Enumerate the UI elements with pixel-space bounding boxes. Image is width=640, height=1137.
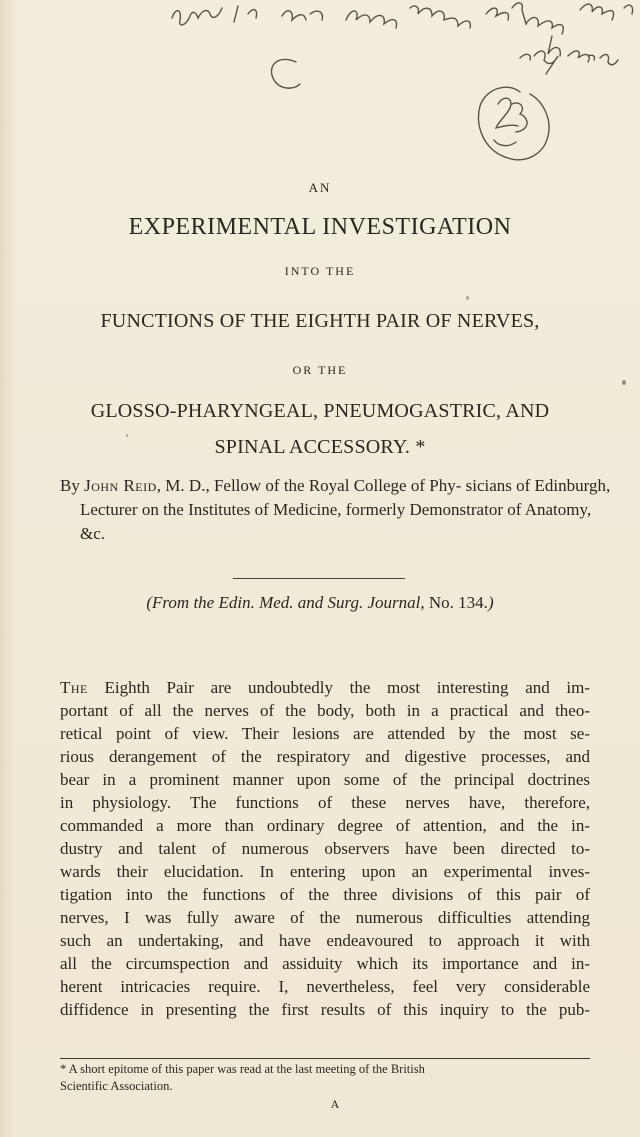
title-line-3: GLOSSO-PHARYNGEAL, PNEUMOGASTRIC, AND <box>90 400 550 422</box>
byline-credentials: , M. D., Fellow of the Royal College of Phy- sicians of Edinburgh, Lecturer on the Institutes of Medicine, formerly Demonstrator of Anatomy, &c. <box>80 476 611 543</box>
body-line: in physiology. The functions of these nerves have, therefore, <box>60 793 590 812</box>
heading-into-the: INTO THE <box>284 264 356 278</box>
handwritten-annotation <box>0 0 640 190</box>
heading-or-the: OR THE <box>292 363 348 377</box>
footnote-line-1: * A short epitome of this paper was read at the last meeting of the British <box>60 1062 425 1076</box>
paper-speck <box>466 296 469 300</box>
title-line-2: FUNCTIONS OF THE EIGHTH PAIR OF NERVES, <box>100 310 540 332</box>
divider-rule <box>233 578 405 579</box>
body-line: The Eighth Pair are undoubtedly the most interesting and im- <box>60 678 590 697</box>
signature-mark: A <box>330 1097 340 1111</box>
body-line: herent intricacies require. I, nevertheless, feel very considerable <box>60 977 590 996</box>
source-issue-number: No. 134. <box>428 593 488 612</box>
body-line: bear in a prominent manner upon some of the principal doctrines <box>60 770 590 789</box>
paper-speck <box>126 434 128 437</box>
byline <box>60 474 620 546</box>
body-line: commanded a more than ordinary degree of attention, and the in- <box>60 816 590 835</box>
paper-speck <box>622 380 626 385</box>
source-citation <box>0 593 640 613</box>
body-line: such an undertaking, and have endeavoured to approach it with <box>60 931 590 950</box>
footnote-line-2: Scientific Association. <box>60 1079 173 1093</box>
body-line: portant of all the nerves of the body, both in a practical and theo- <box>60 701 590 720</box>
footnote-rule <box>60 1058 590 1059</box>
body-line: all the circumspection and assiduity which its importance and in- <box>60 954 590 973</box>
byline-by: By <box>60 476 80 495</box>
source-close-paren: ) <box>487 593 494 612</box>
heading-an: AN <box>308 180 332 195</box>
body-dropcap: The <box>60 678 88 697</box>
body-line: wards their elucidation. In entering upon an experimental inves- <box>60 862 590 881</box>
body-line: nerves, I was fully aware of the numerous difficulties attending <box>60 908 590 927</box>
title-line-4: SPINAL ACCESSORY. * <box>214 436 426 458</box>
body-paragraph <box>60 676 590 1021</box>
body-line: rious derangement of the respiratory and digestive processes, and <box>60 747 590 766</box>
source-journal: From the Edin. Med. and Surg. Journal, <box>152 593 425 612</box>
byline-author: John Reid <box>84 476 157 495</box>
source-open-paren: ( <box>146 593 153 612</box>
body-line: diffidence in presenting the first results of this inquiry to the pub- <box>60 1000 590 1019</box>
footnote <box>60 1061 620 1095</box>
body-line: dustry and talent of numerous observers have been directed to- <box>60 839 590 858</box>
body-line: retical point of view. Their lesions are attended by the most se- <box>60 724 590 743</box>
body-line: tigation into the functions of the three divisions of this pair of <box>60 885 590 904</box>
title-line-1: EXPERIMENTAL INVESTIGATION <box>128 214 512 240</box>
